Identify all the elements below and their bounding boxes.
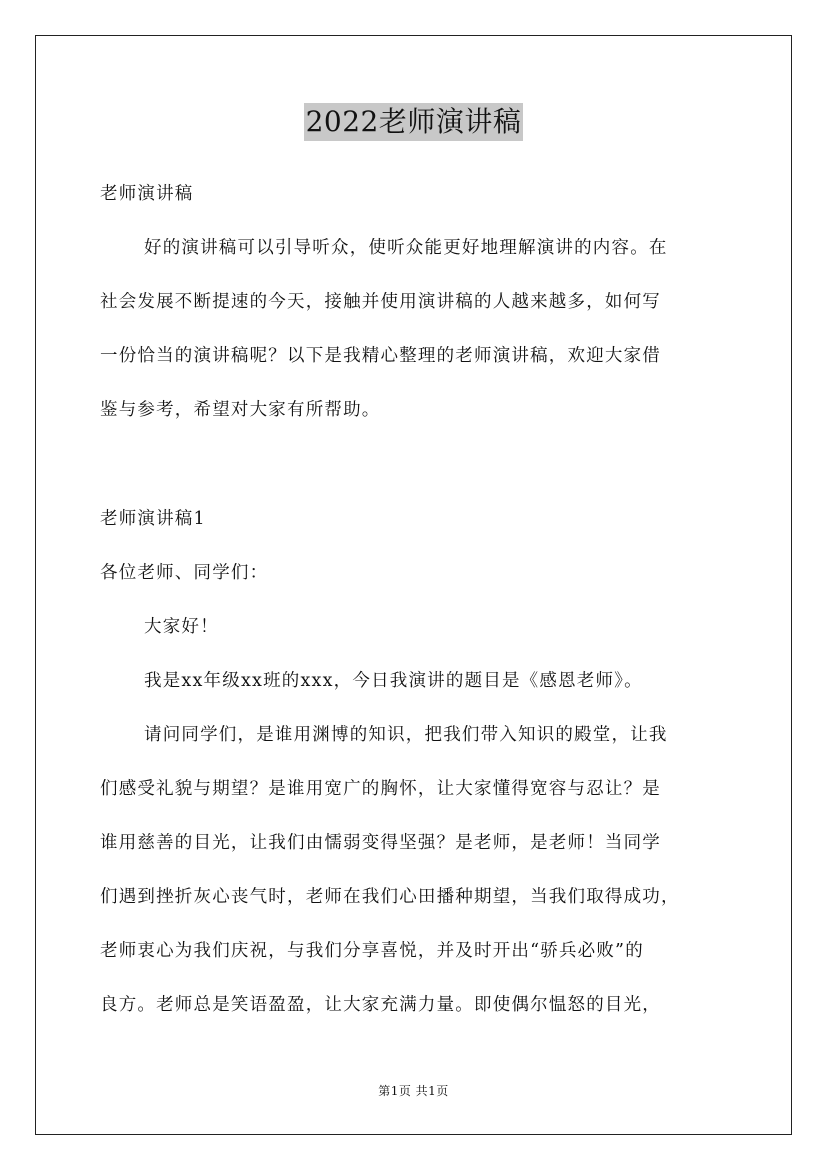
document-title: 2022老师演讲稿 [304, 103, 524, 141]
body-paragraph-line: 良方。老师总是笑语盈盈，让大家充满力量。即使偶尔愠怒的目光， [100, 995, 661, 1015]
title-container [0, 103, 827, 141]
greeting: 大家好！ [144, 617, 219, 637]
body-paragraph-line: 老师衷心为我们庆祝，与我们分享喜悦，并及时开出“骄兵必败”的 [100, 941, 644, 961]
body-paragraph-line: 请问同学们，是谁用渊博的知识，把我们带入知识的殿堂，让我 [144, 725, 668, 745]
body-paragraph-line: 谁用慈善的目光，让我们由懦弱变得坚强？是老师，是老师！当同学 [100, 833, 661, 853]
page-footer: 第1页 共1页 [378, 1084, 449, 1098]
speech-intro: 我是xx年级xx班的xxx，今日我演讲的题目是《感恩老师》。 [144, 671, 643, 691]
intro-paragraph-line: 鉴与参考，希望对大家有所帮助。 [100, 400, 381, 420]
body-paragraph-line: 们遇到挫折灰心丧气时，老师在我们心田播种期望，当我们取得成功， [100, 887, 680, 907]
salutation: 各位老师、同学们： [100, 563, 269, 583]
intro-paragraph-line: 社会发展不断提速的今天，接触并使用演讲稿的人越来越多，如何写 [100, 292, 661, 312]
intro-heading: 老师演讲稿 [100, 184, 194, 204]
section-heading: 老师演讲稿1 [100, 509, 206, 529]
intro-paragraph-line: 一份恰当的演讲稿呢？以下是我精心整理的老师演讲稿，欢迎大家借 [100, 346, 661, 366]
intro-paragraph-line: 好的演讲稿可以引导听众，使听众能更好地理解演讲的内容。在 [144, 238, 668, 258]
body-paragraph-line: 们感受礼貌与期望？是谁用宽广的胸怀，让大家懂得宽容与忍让？是 [100, 779, 661, 799]
